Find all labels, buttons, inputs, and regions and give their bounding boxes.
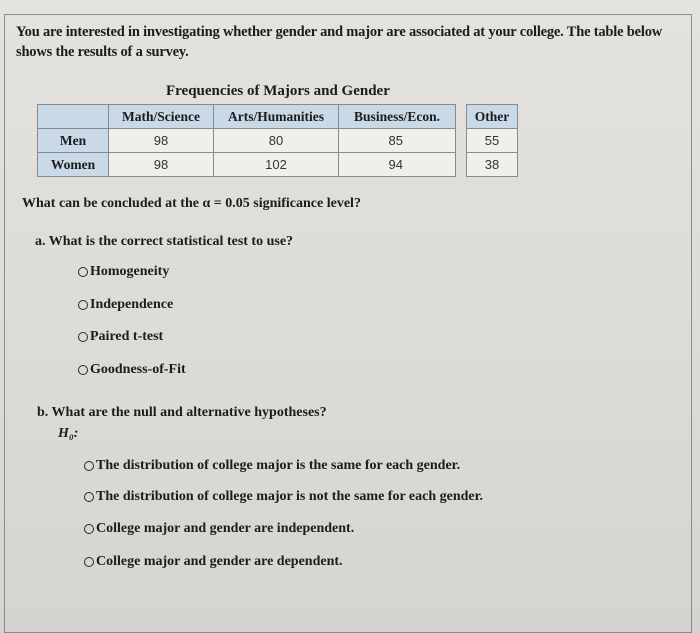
intro-text: You are interested in investigating whether gender and major are associated at your college. The table below shows the results of a survey. [16,24,663,60]
option-label: Paired t-test [90,329,164,344]
table-cell: 102 [214,153,339,177]
radio-icon[interactable] [84,492,94,502]
radio-icon[interactable] [78,300,88,310]
h0-option-not-same-distribution[interactable] [84,489,483,505]
radio-icon[interactable] [78,365,88,375]
table-cell: 85 [339,129,456,153]
column-header: Other [467,105,518,129]
frequency-table [37,104,518,177]
test-option-goodness-of-fit[interactable] [78,362,186,378]
h0-option-same-distribution[interactable] [84,458,460,474]
test-option-paired-t-test[interactable] [78,329,163,345]
column-gap [456,105,467,129]
part-b-prompt: b. What are the null and alternative hypotheses? [37,405,327,420]
option-label: College major and gender are dependent. [96,554,343,569]
option-label: Goodness-of-Fit [90,362,186,377]
option-label: The distribution of college major is the same for each gender. [96,458,461,473]
table-corner-cell [38,105,109,129]
table-cell: 94 [339,153,456,177]
table-row [38,129,518,153]
table-row [38,153,518,177]
table-cell: 98 [109,153,214,177]
option-label: The distribution of college major is not the same for each gender. [96,489,484,504]
column-gap [456,129,467,153]
table-cell: 80 [214,129,339,153]
column-header: Business/Econ. [339,105,456,129]
h0-label: H₀: [58,426,79,441]
table-cell: 98 [109,129,214,153]
significance-question: What can be concluded at the α = 0.05 significance level? [22,196,361,211]
table-cell: 55 [467,129,518,153]
column-header: Math/Science [109,105,214,129]
option-label: Homogeneity [90,264,170,279]
table-cell: 38 [467,153,518,177]
h0-option-dependent[interactable] [84,554,343,570]
radio-icon[interactable] [84,557,94,567]
table-header-row [38,105,518,129]
radio-icon[interactable] [84,524,94,534]
part-a-prompt: a. What is the correct statistical test to use? [35,234,294,249]
option-label: Independence [90,297,174,312]
test-option-homogeneity[interactable] [78,264,169,280]
test-option-independence[interactable] [78,297,173,313]
table-title: Frequencies of Majors and Gender [166,83,390,99]
radio-icon[interactable] [78,267,88,277]
column-header: Arts/Humanities [214,105,339,129]
option-label: College major and gender are independent. [96,521,355,536]
row-header: Women [38,153,109,177]
radio-icon[interactable] [84,461,94,471]
column-gap [456,153,467,177]
row-header: Men [38,129,109,153]
h0-option-independent[interactable] [84,521,354,537]
radio-icon[interactable] [78,332,88,342]
